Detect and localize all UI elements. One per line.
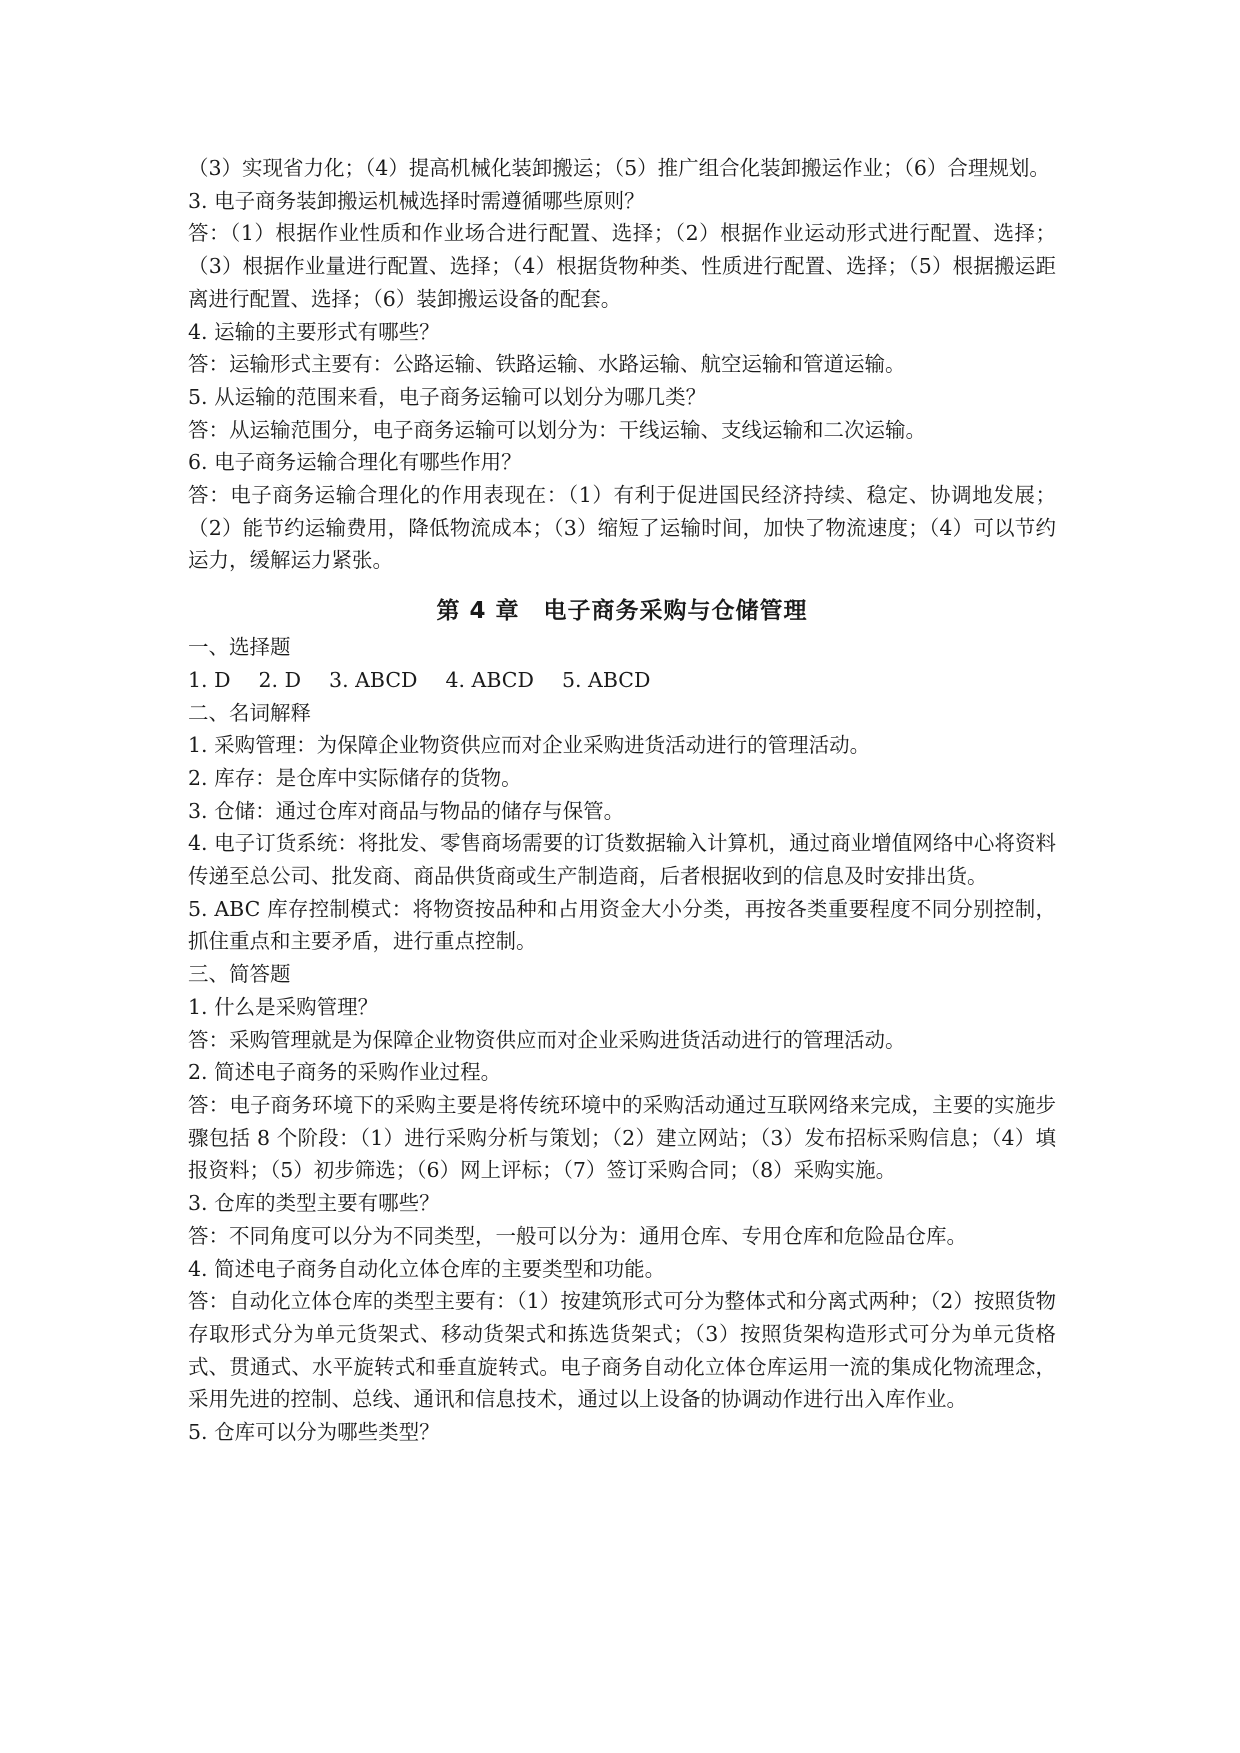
term-definition: 5. ABC 库存控制模式：将物资按品种和占用资金大小分类，再按各类重要程度不同分别控制，抓住重点和主要矛盾，进行重点控制。 <box>188 896 1056 954</box>
question-5: 5. 从运输的范围来看，电子商务运输可以划分为哪几类？ <box>188 384 707 409</box>
qa-answer: 答：采购管理就是为保障企业物资供应而对企业采购进货活动进行的管理活动。 <box>188 1027 906 1052</box>
qa-answer: 答：电子商务环境下的采购主要是将传统环境中的采购活动通过互联网络来完成，主要的实施步骤包括 8 个阶段：（1）进行采购分析与策划；（2）建立网站；（3）发布招标采购信息；（4）填报资料；（5）初步筛选；（6）网上评标；（7）签订采购合同；（8）采购实施。 <box>188 1092 1056 1183</box>
qa-question: 3. 仓库的类型主要有哪些？ <box>188 1191 440 1216</box>
term-definition: 3. 仓储：通过仓库对商品与物品的储存与保管。 <box>188 798 625 823</box>
qa-question: 5. 仓库可以分为哪些类型？ <box>188 1420 440 1445</box>
question-6: 6. 电子商务运输合理化有哪些作用？ <box>188 450 522 475</box>
term-definition: 2. 库存：是仓库中实际储存的货物。 <box>188 765 522 790</box>
choice-answer: 5. ABCD <box>561 667 651 692</box>
question-3: 3. 电子商务装卸搬运机械选择时需遵循哪些原则？ <box>188 188 645 213</box>
document-body <box>188 152 1056 1449</box>
chapter-title: 第 4 章 电子商务采购与仓储管理 <box>436 598 808 625</box>
qa-answer: 答：自动化立体仓库的类型主要有：（1）按建筑形式可分为整体式和分离式两种；（2）按照货物存取形式分为单元货架式、移动货架式和拣选货架式；（3）按照货架构造形式可分为单元货格式、贯通式、水平旋转式和垂直旋转式。电子商务自动化立体仓库运用一流的集成化物流理念，采用先进的控制、总线、通讯和信息技术，通过以上设备的协调动作进行出入库作业。 <box>188 1289 1056 1412</box>
qa-heading: 三、简答题 <box>188 962 291 987</box>
term-definition: 1. 采购管理：为保障企业物资供应而对企业采购进货活动进行的管理活动。 <box>188 733 871 758</box>
qa-answer: 答：不同角度可以分为不同类型，一般可以分为：通用仓库、专用仓库和危险品仓库。 <box>188 1223 967 1248</box>
choice-answer: 3. ABCD <box>329 667 418 692</box>
choice-answer: 1. D <box>188 667 231 692</box>
qa-question: 2. 简述电子商务的采购作业过程。 <box>188 1060 502 1085</box>
term-definition: 4. 电子订货系统：将批发、零售商场需要的订货数据输入计算机，通过商业增值网络中心将资料传递至总公司、批发商、商品供货商或生产制造商，后者根据收到的信息及时安排出货。 <box>188 831 1056 889</box>
answer-3: 答：（1）根据作业性质和作业场合进行配置、选择；（2）根据作业运动形式进行配置、选择；（3）根据作业量进行配置、选择；（4）根据货物种类、性质进行配置、选择；（5）根据搬运距离进行配置、选择；（6）装卸搬运设备的配套。 <box>188 221 1056 311</box>
choice-answer: 2. D <box>258 667 302 692</box>
choice-heading: 一、选择题 <box>188 635 291 660</box>
paragraph-continuation: （3）实现省力化；（4）提高机械化装卸搬运；（5）推广组合化装卸搬运作业；（6）合理规划。 <box>188 156 1050 180</box>
question-4: 4. 运输的主要形式有哪些？ <box>188 319 440 344</box>
choice-answer: 4. ABCD <box>445 667 534 692</box>
qa-question: 1. 什么是采购管理？ <box>188 994 379 1019</box>
answer-5: 答：从运输范围分，电子商务运输可以划分为：干线运输、支线运输和二次运输。 <box>188 417 926 442</box>
qa-question: 4. 简述电子商务自动化立体仓库的主要类型和功能。 <box>188 1256 666 1281</box>
terms-heading: 二、名词解释 <box>188 700 311 725</box>
answer-4: 答：运输形式主要有：公路运输、铁路运输、水路运输、航空运输和管道运输。 <box>188 352 906 377</box>
answer-6: 答：电子商务运输合理化的作用表现在：（1）有利于促进国民经济持续、稳定、协调地发展；（2）能节约运输费用，降低物流成本；（3）缩短了运输时间，加快了物流速度；（4）可以节约运力，缓解运力紧张。 <box>188 483 1056 573</box>
choice-answers <box>188 664 1056 697</box>
